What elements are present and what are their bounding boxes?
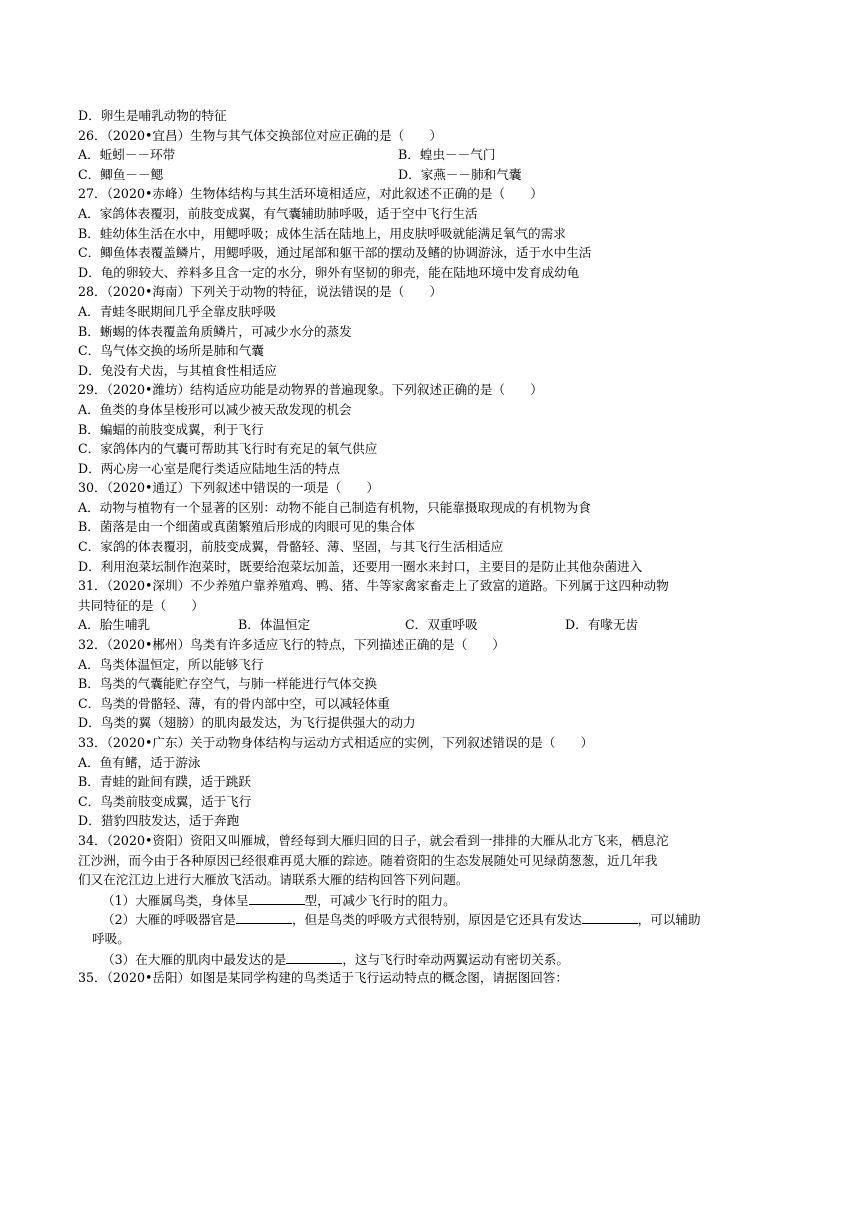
option-line: D．利用泡菜坛制作泡菜时，既要给泡菜坛加盖，还要用一圈水来封口，主要目的是防止其他杂菌进入 xyxy=(78,558,643,574)
question-34: 34．（2020•资阳）资阳又叫雁城，曾经每到大雁归回的日子，就会看到一排排的大雁从北方飞来，栖息沱 xyxy=(78,832,669,848)
q34-sub-1 xyxy=(78,890,788,910)
option-line: C．家鸽的体表覆羽，前肢变成翼，骨骼轻、薄、坚固，与其飞行生活相适应 xyxy=(78,539,504,555)
answer-blank[interactable] xyxy=(236,909,292,924)
question-27: 27．（2020•赤峰）生物体结构与其生活环境相适应，对此叙述不正确的是（ ） xyxy=(78,186,543,202)
option-b: B．蝗虫－－气门 xyxy=(398,147,496,163)
option-line: A．动物与植物有一个显著的区别：动物不能自己制造有机物，只能靠摄取现成的有机物为食 xyxy=(78,499,591,515)
question-31-cont: 共同特征的是（ ） xyxy=(78,597,204,613)
q34-sub-2-cont: 呼吸。 xyxy=(92,930,130,946)
option-line: B．蛙幼体生活在水中，用鳃呼吸；成体生活在陆地上，用皮肤呼吸就能满足氧气的需求 xyxy=(78,225,566,241)
sub-text: （2）大雁的呼吸器官是 xyxy=(102,912,236,928)
question-29: 29．（2020•潍坊）结构适应功能是动物界的普遍现象。下列叙述正确的是（ ） xyxy=(78,382,543,398)
option-line: A．鱼类的身体呈梭形可以减少被天敌发现的机会 xyxy=(78,401,352,417)
answer-blank[interactable] xyxy=(286,949,342,964)
option-line: B．青蛙的趾间有蹼，适于跳跃 xyxy=(78,774,251,790)
option-line: C．鸟气体交换的场所是肺和气囊 xyxy=(78,343,264,359)
option-c: C．鲫鱼－－鳃 xyxy=(78,166,164,182)
option-a: A．蚯蚓－－环带 xyxy=(78,147,176,163)
q26-options-row-1 xyxy=(78,145,788,165)
sub-text: （1）大雁属鸟类，身体呈 xyxy=(102,892,249,908)
text-line: D．卵生是哺乳动物的特征 xyxy=(78,108,227,123)
option-line: D．兔没有犬齿，与其植食性相适应 xyxy=(78,362,278,378)
option-line: C．家鸽体内的气囊可帮助其飞行时有充足的氧气供应 xyxy=(78,441,378,457)
question-28: 28．（2020•海南）下列关于动物的特征，说法错误的是（ ） xyxy=(78,284,443,300)
answer-blank[interactable] xyxy=(249,890,305,905)
option-b: B．体温恒定 xyxy=(238,617,311,633)
option-line: C．鲫鱼体表覆盖鳞片，用鳃呼吸，通过尾部和躯干部的摆动及鳍的协调游泳，适于水中生活 xyxy=(78,245,592,261)
option-line: A．鱼有鳍，适于游泳 xyxy=(78,754,201,770)
document-page xyxy=(78,106,788,988)
option-line: B．菌落是由一个细菌或真菌繁殖后形成的肉眼可见的集合体 xyxy=(78,519,415,535)
option-line: A．青蛙冬眠期间几乎全靠皮肤呼吸 xyxy=(78,303,277,319)
option-a: A．胎生哺乳 xyxy=(78,617,151,633)
option-line: A．家鸽体表覆羽，前肢变成翼，有气囊辅助肺呼吸，适于空中飞行生活 xyxy=(78,205,478,221)
option-line: B．蜥蜴的体表覆盖角质鳞片，可减少水分的蒸发 xyxy=(78,323,352,339)
option-line: B．蝙蝠的前肢变成翼，利于飞行 xyxy=(78,421,264,437)
sub-text: 型，可减少飞行时的阻力。 xyxy=(304,892,456,908)
option-line: D．猎豹四肢发达，适于奔跑 xyxy=(78,813,240,829)
question-35: 35．（2020•岳阳）如图是某同学构建的鸟类适于飞行运动特点的概念图，请据图回答： xyxy=(78,970,568,986)
option-line: D．龟的卵较大、养料多且含一定的水分，卵外有坚韧的卵壳，能在陆地环境中发育成幼龟 xyxy=(78,264,580,280)
option-line: C．鸟类前肢变成翼，适于飞行 xyxy=(78,793,252,809)
question-32: 32．（2020•郴州）鸟类有许多适应飞行的特点，下列描述正确的是（ ） xyxy=(78,637,506,653)
answer-blank[interactable] xyxy=(582,909,638,924)
option-d: D．家燕－－肺和气囊 xyxy=(398,166,522,182)
q34-sub-2 xyxy=(78,909,788,929)
question-33: 33．（2020•广东）关于动物身体结构与运动方式相适应的实例，下列叙述错误的是（ ） xyxy=(78,735,594,750)
q34-sub-3 xyxy=(78,949,788,969)
question-26: 26．（2020•宜昌）生物与其气体交换部位对应正确的是（ ） xyxy=(78,127,443,143)
question-31: 31．（2020•深圳）不少养殖户靠养殖鸡、鸭、猪、牛等家禽家畜走上了致富的道路。下列属于这四种动物 xyxy=(78,578,669,594)
option-line: C．鸟类的骨骼轻、薄，有的骨内部中空，可以减轻体重 xyxy=(78,695,390,711)
option-d: D．有喙无齿 xyxy=(565,617,639,633)
option-c: C．双重呼吸 xyxy=(405,617,478,633)
option-line: D．鸟类的翼（翅膀）的肌肉最发达，为飞行提供强大的动力 xyxy=(78,715,416,731)
option-line: A．鸟类体温恒定，所以能够飞行 xyxy=(78,656,264,672)
question-30: 30．（2020•通辽）下列叙述中错误的一项是（ ） xyxy=(78,480,380,496)
sub-text: （3）在大雁的肌肉中最发达的是 xyxy=(102,951,287,967)
question-34-cont: 江沙洲，而今由于各种原因已经很难再觅大雁的踪迹。随着资阳的生态发展随处可见绿荫葱葱，近几年我 xyxy=(78,852,658,868)
q26-options-row-2 xyxy=(78,165,788,185)
option-line: B．鸟类的气囊能贮存空气，与肺一样能进行气体交换 xyxy=(78,676,377,692)
q31-options-row xyxy=(78,615,788,635)
sub-text: ，但是鸟类的呼吸方式很特别，原因是它还具有发达 xyxy=(291,912,582,928)
question-34-cont: 们又在沱江边上进行大雁放飞活动。请联系大雁的结构回答下列问题。 xyxy=(78,872,469,888)
option-line: D．两心房一心室是爬行类适应陆地生活的特点 xyxy=(78,460,340,476)
sub-text: ，这与飞行时牵动两翼运动有密切关系。 xyxy=(342,951,570,967)
sub-text: ，可以辅助 xyxy=(637,912,701,928)
